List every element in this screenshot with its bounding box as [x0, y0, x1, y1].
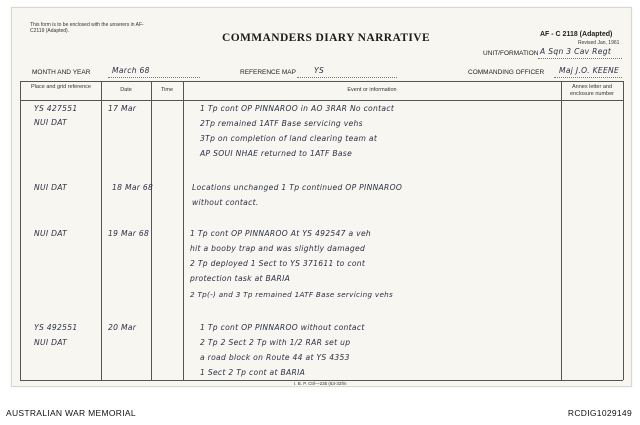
table-right-rule	[623, 81, 624, 380]
table-header-rule	[20, 100, 623, 101]
entry-line: 2 Tp deployed 1 Sect to YS 371611 to cont	[190, 259, 366, 268]
entry-line: AP SOUI NHAE returned to 1ATF Base	[200, 149, 353, 158]
revised-date: Revised Jan, 1961	[578, 40, 620, 46]
col-divider-date	[151, 81, 152, 380]
entry-place: YS 492551	[34, 323, 78, 332]
entry-line: 1 Tp cont OP PINNAROO without contact	[200, 323, 365, 332]
map-underline	[297, 77, 397, 78]
entry-date: 18 Mar 68	[112, 183, 154, 192]
footer-record-id: RCDIG1029149	[567, 408, 632, 418]
unit-label: UNIT/FORMATION	[483, 50, 539, 57]
col-header-time: Time	[160, 87, 174, 93]
entry-line: 2 Tp(-) and 3 Tp remained 1ATF Base servicing vehs	[190, 290, 394, 299]
entry-line: Locations unchanged 1 Tp continued OP PINNAROO	[192, 183, 403, 192]
unit-underline	[538, 58, 622, 59]
form-note: This form is to be enclosed with the unserers in AF-C2119 (Adapted).	[30, 22, 144, 34]
col-divider-event	[561, 81, 562, 380]
col-header-place: Place and grid reference	[31, 84, 91, 90]
table-top-rule	[20, 81, 623, 82]
footer-archive-name: AUSTRALIAN WAR MEMORIAL	[6, 408, 136, 418]
unit-value: A Sqn 3 Cav Regt	[540, 47, 612, 56]
entry-line: 1 Sect 2 Tp cont at BARIA	[200, 368, 306, 377]
col-divider-place	[101, 81, 102, 380]
printer-imprint: I. B. P. Ctrl—235 (63-33fm	[294, 381, 347, 386]
entry-place: YS 427551	[34, 104, 78, 113]
month-label: MONTH AND YEAR	[32, 69, 91, 76]
officer-label: COMMANDING OFFICER	[468, 69, 545, 76]
month-value: March 68	[112, 66, 150, 75]
entry-place: NUI DAT	[34, 183, 68, 192]
entry-line: protection task at BARIA	[190, 274, 291, 283]
entry-line: 1 Tp cont OP PINNAROO At YS 492547 a veh	[190, 229, 372, 238]
entry-date: 20 Mar	[108, 323, 137, 332]
entry-date: 17 Mar	[108, 104, 137, 113]
month-underline	[108, 77, 200, 78]
col-header-annex: Annex letter and enclosure number	[569, 84, 615, 97]
officer-value: Maj J.O. KEENE	[559, 66, 620, 75]
officer-underline	[554, 77, 622, 78]
map-label: REFERENCE MAP	[240, 69, 296, 76]
entry-place: NUI DAT	[34, 118, 68, 127]
entry-line: 3Tp on completion of land clearing team at	[200, 134, 378, 143]
entry-place: NUI DAT	[34, 229, 68, 238]
form-number: AF - C 2118 (Adapted)	[540, 31, 613, 38]
map-value: YS	[314, 66, 325, 75]
entry-place: NUI DAT	[34, 338, 68, 347]
entry-line: a road block on Route 44 at YS 4353	[200, 353, 350, 362]
entry-line: 1 Tp cont OP PINNAROO in AO 3RAR No contact	[200, 104, 395, 113]
diary-sheet	[11, 7, 632, 387]
entry-line: without contact.	[192, 198, 259, 207]
page-title: COMMANDERS DIARY NARRATIVE	[222, 32, 431, 44]
col-divider-time	[183, 81, 184, 380]
table-left-rule	[20, 81, 21, 380]
entry-line: 2Tp remained 1ATF Base servicing vehs	[200, 119, 363, 128]
entry-date: 19 Mar 68	[108, 229, 150, 238]
col-header-date: Date	[120, 87, 132, 93]
entry-line: 2 Tp 2 Sect 2 Tp with 1/2 RAR set up	[200, 338, 351, 347]
col-header-event: Event or information	[347, 87, 397, 93]
entry-line: hit a booby trap and was slightly damaged	[190, 244, 366, 253]
